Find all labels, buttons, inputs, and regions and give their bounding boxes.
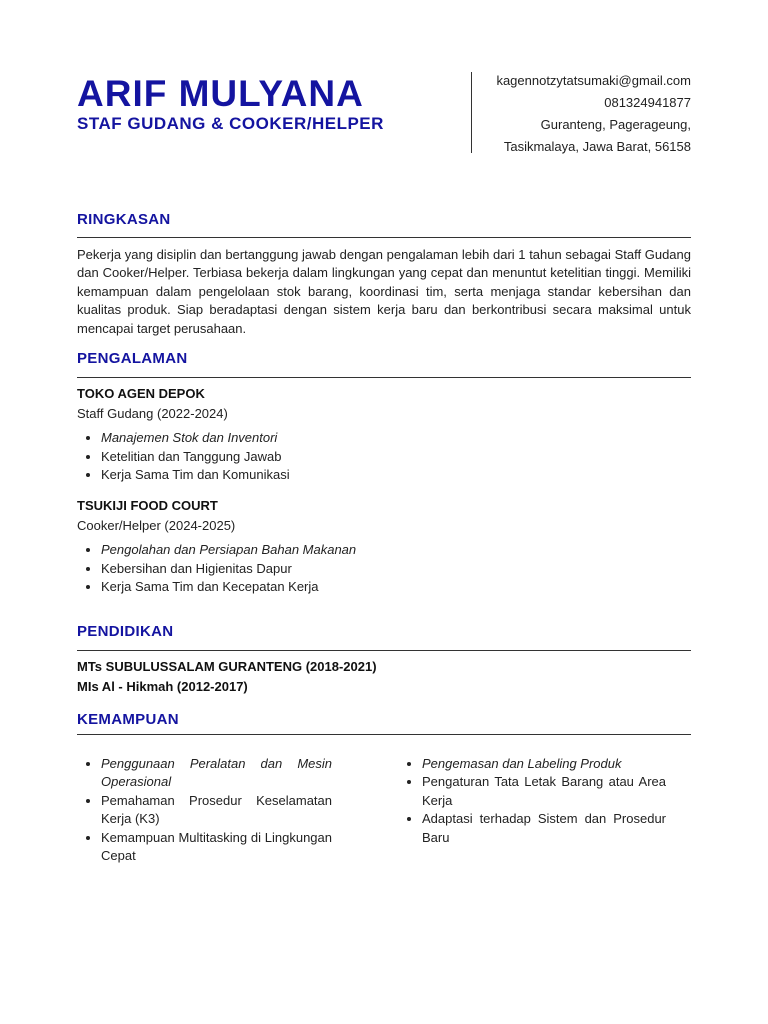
education-rule bbox=[77, 650, 691, 651]
contact-block bbox=[496, 70, 691, 158]
skills-column-left bbox=[77, 755, 332, 865]
education-list bbox=[77, 657, 377, 697]
job-duties bbox=[77, 541, 691, 597]
job-duty: • Pengolahan dan Persiapan Bahan Makanan bbox=[101, 541, 691, 560]
job-company: TOKO AGEN DEPOK bbox=[77, 386, 205, 401]
skills-heading: KEMAMPUAN bbox=[77, 711, 179, 728]
job-position: Cooker/Helper (2024-2025) bbox=[77, 518, 236, 533]
education-heading: PENDIDIKAN bbox=[77, 623, 174, 640]
header-divider bbox=[471, 72, 472, 153]
contact-address-line2: Tasikmalaya, Jawa Barat, 56158 bbox=[503, 139, 691, 154]
summary-rule bbox=[77, 237, 691, 238]
job-duty: • Kerja Sama Tim dan Kecepatan Kerja bbox=[101, 578, 691, 597]
contact-email[interactable]: kagennotzytatsumaki@gmail.com bbox=[496, 73, 691, 88]
job-company: TSUKIJI FOOD COURT bbox=[77, 498, 218, 513]
skill-item: • Adaptasi terhadap Sistem dan Prosedur Baru bbox=[422, 810, 666, 847]
skill-item: • Pengaturan Tata Letak Barang atau Area Kerja bbox=[422, 773, 666, 810]
education-item: MIs Al - Hikmah (2012-2017) bbox=[77, 679, 248, 694]
job-duty: • Kebersihan dan Higienitas Dapur bbox=[101, 560, 691, 579]
summary-heading: RINGKASAN bbox=[77, 211, 171, 228]
job-duties bbox=[77, 429, 691, 485]
experience-rule bbox=[77, 377, 691, 378]
skill-item: • Pemahaman Prosedur Keselamatan Kerja (K3) bbox=[101, 792, 332, 829]
skill-item: • Kemampuan Multitasking di Lingkungan Cepat bbox=[101, 829, 332, 866]
experience-heading: PENGALAMAN bbox=[77, 350, 188, 367]
skills-rule bbox=[77, 734, 691, 735]
education-item: MTs SUBULUSSALAM GURANTENG (2018-2021) bbox=[77, 659, 377, 674]
summary-text: Pekerja yang disiplin dan bertanggung jawab dengan pengalaman lebih dari 1 tahun sebagai Staff Gudang dan Cooker/Helper. Terbiasa bekerja dalam lingkungan yang cepat dan menuntut ketelitian tinggi. Memiliki kemampuan dalam pengelolaan stok barang, koordinasi tim, serta menjaga standar kebersihan dan kualitas produk. Siap beradaptasi dengan sistem kerja baru dan berkontribusi secara maksimal untuk mencapai target perusahaan. bbox=[77, 247, 691, 336]
skills-list-right bbox=[398, 755, 666, 847]
job-duty: • Ketelitian dan Tanggung Jawab bbox=[101, 448, 691, 467]
resume-header bbox=[77, 70, 691, 160]
job-duty: • Kerja Sama Tim dan Komunikasi bbox=[101, 466, 691, 485]
candidate-name: ARIF MULYANA bbox=[77, 73, 364, 114]
job-entry bbox=[77, 385, 691, 485]
contact-phone[interactable]: 081324941877 bbox=[604, 95, 691, 110]
skills-column-right bbox=[398, 755, 666, 847]
job-position: Staff Gudang (2022-2024) bbox=[77, 406, 228, 421]
skill-item: • Pengemasan dan Labeling Produk bbox=[422, 755, 666, 773]
skill-item: • Penggunaan Peralatan dan Mesin Operasional bbox=[101, 755, 332, 792]
candidate-role: STAF GUDANG & COOKER/HELPER bbox=[77, 114, 384, 133]
job-duty: • Manajemen Stok dan Inventori bbox=[101, 429, 691, 448]
skills-list-left bbox=[77, 755, 332, 865]
contact-address-line1: Guranteng, Pagerageung, bbox=[540, 117, 691, 132]
job-entry bbox=[77, 497, 691, 597]
resume-page bbox=[77, 0, 691, 1024]
